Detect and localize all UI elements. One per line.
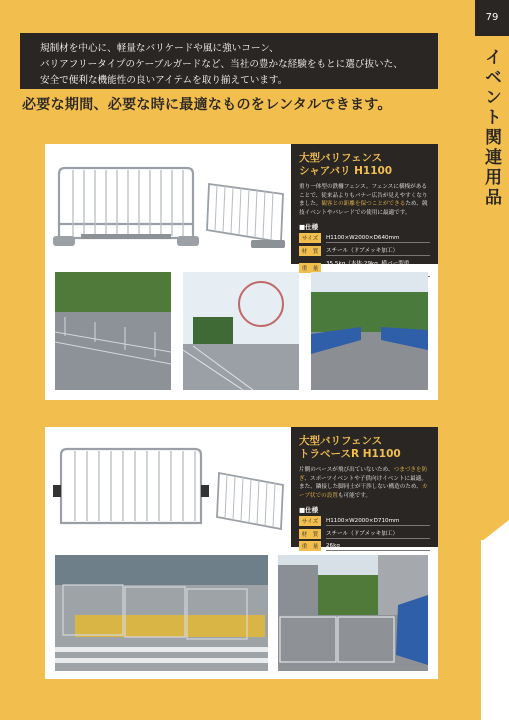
spec-value: スチール（ドブメッキ加工） — [326, 528, 430, 539]
spec-value: H1100×W2000×D710mm — [326, 517, 430, 526]
photo-fence-bridge — [311, 272, 428, 390]
product-panel-trabase — [45, 427, 438, 679]
spec-value: スチール（ドブメッキ加工） — [326, 245, 430, 256]
desc-text: 片側のベースが飛び出ていないため、 — [299, 467, 394, 473]
spec-heading: ■仕様 — [299, 223, 319, 232]
spec-value: 26kg — [326, 542, 430, 551]
product-title-line1: 大型バリフェンス — [299, 152, 383, 164]
intro-line: バリアフリータイプのケーブルガードなど、当社の豊かな経験をもとに選び抜いた、 — [40, 59, 403, 70]
desc-text: も可能です。 — [337, 492, 372, 499]
spec-row — [299, 516, 430, 526]
spec-key: 重 量 — [299, 541, 321, 551]
spec-key: 重 量 — [299, 263, 321, 273]
desc-text: ため、競技イベントやパレードでの使用に最適です。 — [299, 201, 428, 216]
photo-fence-ferris-wheel — [183, 272, 299, 390]
desc-highlight: 観客との距離を保つことができる — [321, 201, 406, 208]
fence-product-image — [51, 164, 201, 256]
product-spec-box — [291, 427, 438, 551]
spec-key: サイズ — [299, 233, 321, 243]
spec-row — [299, 245, 430, 256]
fence-side-view-image — [211, 467, 289, 537]
spec-value: H1100×W2000×D640mm — [326, 234, 430, 243]
desc-highlight: カーブ状での設置 — [299, 484, 428, 499]
intro-line: 安全で便利な機能性の良いアイテムを取り揃えています。 — [40, 75, 288, 86]
desc-text: 重り一体型の鉄柵フェンス。フェンスに横桟があることで、従来品よりもバナー広告が見えやすくなりました。 — [299, 184, 428, 208]
spec-row — [299, 541, 430, 551]
spec-value: 35.5kg（本体:29kg, 横バー型重 — [326, 258, 430, 277]
product-title-line2: シャアバリ H1100 — [299, 165, 393, 177]
fence-side-view-image — [203, 180, 289, 252]
product-panel-sharbari — [45, 144, 438, 400]
product-title-line1: 大型バリフェンス — [299, 435, 383, 447]
spec-row — [299, 528, 430, 539]
desc-text: 、スポーツイベントや子供向けイベントに最適。また、隣接した脚同士が干渉しない構造のため、 — [299, 475, 427, 491]
spec-key: 材 質 — [299, 246, 321, 256]
product-description — [299, 183, 430, 217]
spec-heading: ■仕様 — [299, 506, 319, 515]
photo-fence-crosswalk — [55, 555, 268, 671]
fence-product-image — [51, 445, 211, 537]
headline: 必要な期間、必要な時に最適なものをレンタルできます。 — [22, 97, 392, 113]
product-title-line2: トラベースR H1100 — [299, 448, 401, 460]
photo-fence-park — [55, 272, 171, 390]
intro-line: 規制材を中心に、軽量なバリケードや風に強いコーン、 — [40, 43, 279, 54]
product-description — [299, 466, 430, 500]
spec-key: サイズ — [299, 516, 321, 526]
intro-text-box — [20, 33, 438, 89]
product-spec-box — [291, 144, 438, 272]
spec-key: 材 質 — [299, 529, 321, 539]
photo-fence-street-event — [278, 555, 428, 671]
desc-highlight: つまづきを防ぎ — [299, 467, 428, 482]
side-category-title: イベント関連用品 — [481, 48, 501, 208]
spec-row — [299, 233, 430, 243]
page-number: 79 — [475, 0, 509, 36]
side-tab-notch — [481, 520, 509, 542]
side-tab — [481, 540, 509, 720]
